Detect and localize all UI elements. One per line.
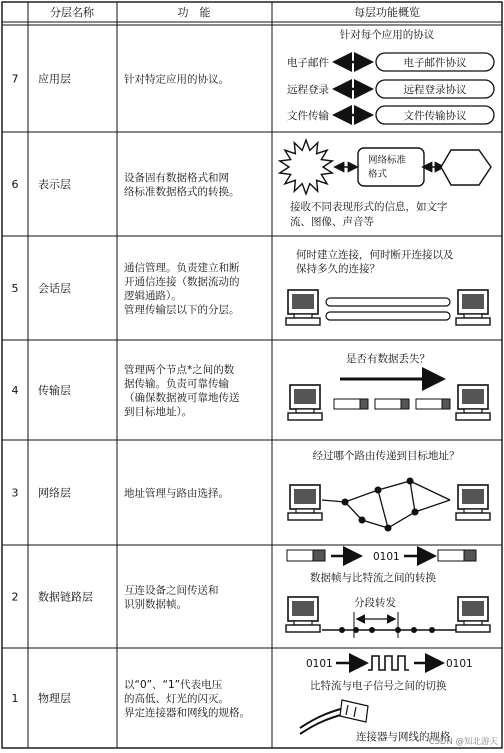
- connector-icon: [300, 700, 368, 734]
- layer-function-line: 开通信连接（数据流动的: [124, 276, 240, 288]
- starburst-shape: [280, 140, 333, 194]
- watermark: CSDN @知北游天: [428, 737, 498, 747]
- pres-caption-1: 接收不同表现形式的信息，如文字: [290, 201, 448, 213]
- computer-icon: [286, 597, 320, 632]
- layer-function-line: 以“0”、“1”代表电压: [124, 679, 223, 691]
- header-name: 分层名称: [50, 6, 94, 19]
- layer-number: 5: [11, 282, 19, 295]
- layer-function-line: （确保数据被可靠地传送: [124, 392, 240, 404]
- layer-name: 应用层: [38, 72, 71, 86]
- route-graph: [322, 481, 450, 528]
- phys-bits-out: 0101: [446, 658, 473, 670]
- pres-caption-2: 流、图像、声音等: [290, 216, 374, 228]
- protocol-name: 文件传输协议: [403, 110, 467, 122]
- app-name: 文件传输: [287, 110, 329, 122]
- layer-function-line: 管理传输层以下的分层。: [124, 304, 240, 316]
- layer-name: 物理层: [38, 692, 71, 705]
- layer-name: 传输层: [38, 384, 71, 397]
- layer-name: 数据链路层: [38, 590, 93, 604]
- layer-function-line: 设备固有数据格式和网: [124, 172, 229, 184]
- application-layer-figure: [287, 28, 494, 124]
- computer-icon: [286, 290, 320, 325]
- link-bits: 0101: [373, 551, 400, 563]
- computer-icon: [456, 597, 490, 632]
- presentation-layer-figure: [280, 140, 491, 228]
- layer-rows: [12, 72, 251, 720]
- layer-function-line: 逻辑通路）。: [124, 290, 182, 302]
- physical-layer-figure: [300, 656, 473, 743]
- trans-caption: 是否有数据丢失？: [346, 353, 430, 365]
- layer-number: 4: [11, 384, 19, 397]
- layer-number: 6: [11, 178, 19, 191]
- layer-function-line: 络标准数据格式的转换。: [124, 186, 240, 198]
- layer-function-line: 识别数据帧。: [124, 598, 187, 611]
- protocol-name: 远程登录协议: [403, 84, 467, 96]
- layer-number: 2: [11, 590, 19, 604]
- pres-box-line2: 格式: [368, 169, 388, 180]
- layer-function-line: 通信管理。负责建立和断: [124, 262, 240, 274]
- protocol-name: 电子邮件协议: [403, 57, 467, 69]
- net-caption: 经过哪个路由传递到目标地址？: [312, 450, 460, 462]
- app-name: 电子邮件: [287, 57, 329, 69]
- session-layer-figure: [286, 248, 490, 325]
- hexagon-shape: [441, 150, 491, 185]
- link-segment-label: 分段转发: [354, 597, 396, 609]
- computer-icon: [456, 485, 490, 520]
- layer-function-line: 地址管理与路由选择。: [124, 487, 229, 500]
- computer-icon: [288, 485, 322, 520]
- layer-function-line: 管理两个节点*之间的数: [124, 364, 235, 376]
- layer-function-line: 界定连接器和网线的规格。: [124, 707, 250, 719]
- layer-number: 3: [11, 486, 19, 500]
- pres-box-line1: 网络标准: [368, 155, 407, 166]
- app-name: 远程登录: [287, 84, 329, 96]
- layer-number: 1: [11, 692, 19, 705]
- layer-function-line: 互连设备之间传送和: [124, 584, 219, 597]
- phys-bits-in: 0101: [306, 658, 333, 670]
- computer-icon: [288, 385, 322, 420]
- signal-wave: [368, 656, 409, 670]
- layer-number: 7: [11, 72, 19, 86]
- layer-function-line: 据传输。负责可靠传输: [124, 378, 229, 390]
- computer-icon: [456, 385, 490, 420]
- phys-caption-1: 比特流与电子信号之间的切换: [310, 680, 447, 692]
- data-packets: [334, 399, 450, 409]
- header-function: 功 能: [177, 6, 211, 19]
- datalink-layer-figure: [286, 550, 490, 638]
- layer-function-line: 到目标地址）。: [124, 406, 193, 418]
- layer-function-line: 的高低、灯光的闪灭。: [124, 693, 229, 705]
- computer-icon: [456, 290, 490, 325]
- standard-format-box: [358, 148, 424, 186]
- link-caption: 数据帧与比特流之间的转换: [310, 572, 436, 584]
- header-overview: 每层功能概览: [354, 6, 420, 19]
- phys-caption-2: 连接器与网线的规格: [356, 731, 451, 743]
- layer-name: 表示层: [38, 178, 71, 191]
- layer-name: 会话层: [38, 282, 71, 295]
- layer-function-line: 针对特定应用的协议。: [124, 73, 229, 86]
- app-title: 针对每个应用的协议: [339, 29, 435, 41]
- router-nodes: [342, 478, 419, 532]
- sess-caption-1: 何时建立连接，何时断开连接以及: [296, 249, 454, 261]
- network-layer-figure: [288, 449, 490, 532]
- sess-caption-2: 保持多久的连接？: [296, 263, 380, 275]
- layer-name: 网络层: [38, 486, 71, 500]
- connection-pipes: [326, 298, 450, 320]
- transport-layer-figure: [288, 352, 490, 420]
